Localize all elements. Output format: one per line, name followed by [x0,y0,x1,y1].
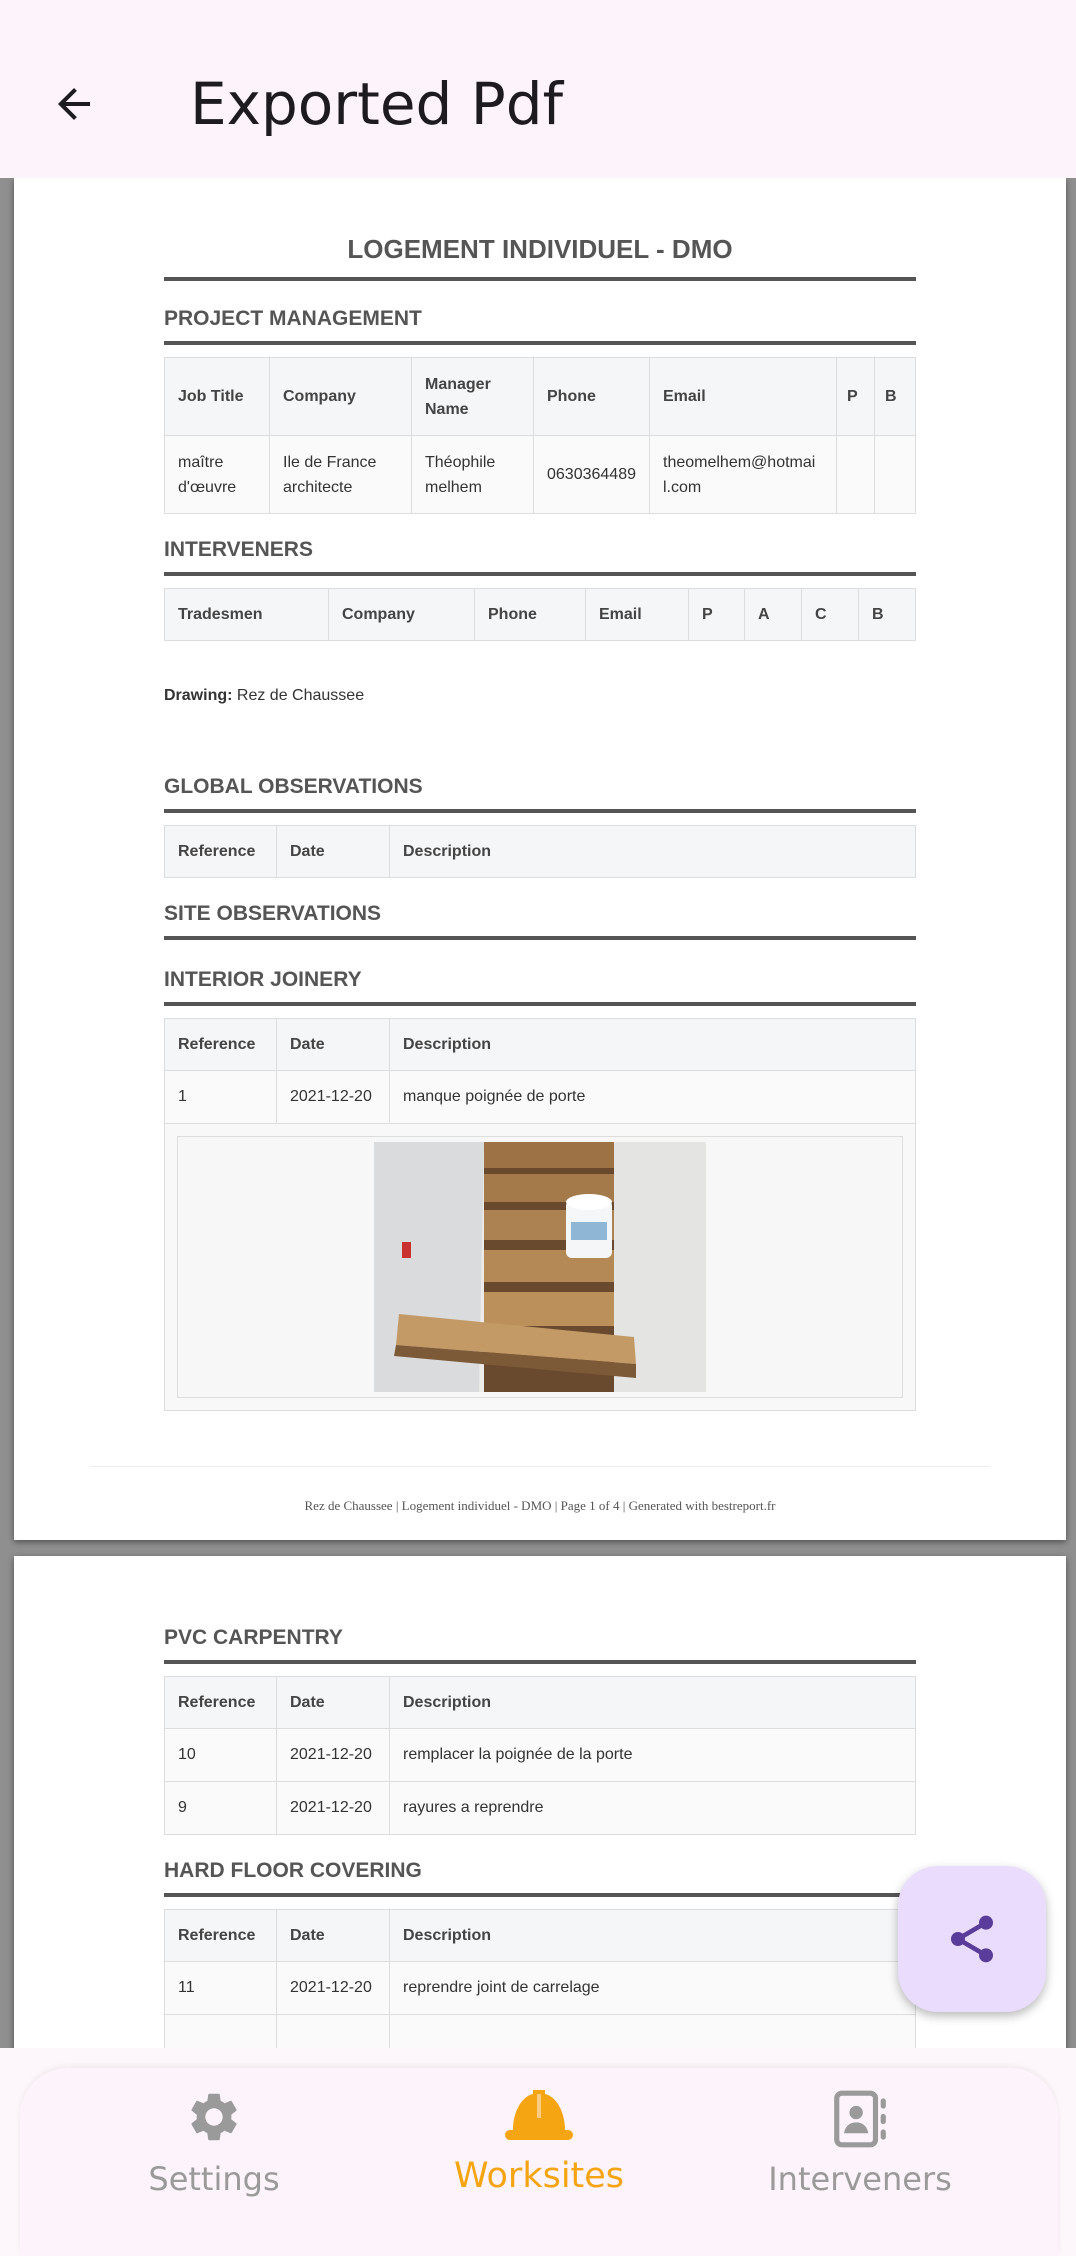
interior-joinery-table [164,1018,916,1411]
cell-job-title: maître d'œuvre [165,436,270,514]
cell-phone: 0630364489 [534,436,650,514]
column-header: A [745,589,802,641]
column-header: C [802,589,859,641]
cell-reference: 9 [165,1782,277,1835]
table-row [165,1962,916,2015]
document-title: LOGEMENT INDIVIDUEL - DMO [164,234,916,281]
cell-description: reprendre joint de carrelage [390,1962,916,2015]
bottom-navigation [20,2068,1058,2256]
section-hard-floor-covering: HARD FLOOR COVERING [164,1859,916,1897]
column-header: Company [270,358,412,436]
column-header: B [875,358,916,436]
pdf-content [164,234,916,1411]
column-header: P [689,589,745,641]
cell-date: 2021-12-20 [277,1729,390,1782]
gear-icon [185,2088,243,2146]
nav-label-worksites: Worksites [453,2156,625,2196]
column-header: Description [390,1677,916,1729]
interveners-table [164,588,916,641]
hard-floor-covering-table [164,1909,916,2048]
column-header: Tradesmen [165,589,329,641]
photo-frame [177,1136,903,1398]
pdf-page-1 [14,178,1066,1540]
staircase-photo [374,1142,706,1392]
page-footer: Rez de Chaussee | Logement individuel - DMO | Page 1 of 4 | Generated with bestreport.fr [304,1498,776,1513]
cell-reference: 1 [165,1071,277,1124]
column-header: Company [329,589,475,641]
column-header: Reference [165,1677,277,1729]
column-header: Reference [165,1910,277,1962]
column-header: Description [390,1910,916,1962]
table-row [165,436,916,514]
pdf-content [164,1626,916,2048]
section-project-management: PROJECT MANAGEMENT [164,307,916,345]
column-header: Phone [475,589,586,641]
column-header: Reference [165,826,277,878]
back-button[interactable] [40,70,108,138]
column-header: Description [390,1019,916,1071]
column-header: Date [277,1910,390,1962]
nav-item-worksites[interactable] [389,2068,689,2256]
drawing-line [164,687,916,705]
nav-item-interveners[interactable] [710,2068,1010,2256]
column-header: Manager Name [412,358,534,436]
global-observations-table [164,825,916,878]
table-row [165,1071,916,1124]
cell-description: rayures a reprendre [390,1782,916,1835]
footer-divider [90,1466,990,1467]
share-button[interactable] [898,1866,1046,2012]
project-management-table [164,357,916,514]
section-pvc-carpentry: PVC CARPENTRY [164,1626,916,1664]
arrow-left-icon [50,80,98,128]
nav-label-settings: Settings [148,2160,280,2198]
share-icon [944,1911,1000,1967]
pvc-carpentry-table [164,1676,916,1835]
column-header: Description [390,826,916,878]
cell-date: 2021-12-20 [277,1071,390,1124]
page-title: Exported Pdf [190,70,564,138]
cell-date: 2021-12-20 [277,1782,390,1835]
section-site-observations: SITE OBSERVATIONS [164,902,916,940]
cell-company: Ile de France architecte [270,436,412,514]
table-row [165,1729,916,1782]
cell-p [837,436,875,514]
app-bar [0,0,1076,178]
column-header: Phone [534,358,650,436]
cell-reference: 11 [165,1962,277,2015]
drawing-value: Rez de Chaussee [236,687,365,704]
section-global-observations: GLOBAL OBSERVATIONS [164,775,916,813]
column-header: Reference [165,1019,277,1071]
nav-item-settings[interactable] [64,2068,364,2256]
cell-manager: Théophile melhem [412,436,534,514]
table-row [165,2015,916,2049]
column-header: Job Title [165,358,270,436]
column-header: Email [650,358,837,436]
cell-email: theomelhem@hotmail.com [650,436,837,514]
photo-cell [165,1124,916,1411]
column-header: P [837,358,875,436]
section-interveners: INTERVENERS [164,538,916,576]
section-interior-joinery: INTERIOR JOINERY [164,968,916,1006]
cell-b [875,436,916,514]
column-header: Email [586,589,689,641]
drawing-label: Drawing: [164,687,233,704]
column-header: Date [277,1677,390,1729]
column-header: B [859,589,916,641]
pdf-viewer[interactable] [0,178,1076,2048]
cell-reference: 10 [165,1729,277,1782]
nav-label-interveners: Interveners [768,2160,952,2198]
hard-hat-icon [501,2086,577,2144]
cell-description: remplacer la poignée de la porte [390,1729,916,1782]
cell-date: 2021-12-20 [277,1962,390,2015]
table-row [165,1782,916,1835]
column-header: Date [277,1019,390,1071]
photo-row [165,1124,916,1411]
cell-description: manque poignée de porte [390,1071,916,1124]
contacts-book-icon [829,2088,891,2150]
column-header: Date [277,826,390,878]
